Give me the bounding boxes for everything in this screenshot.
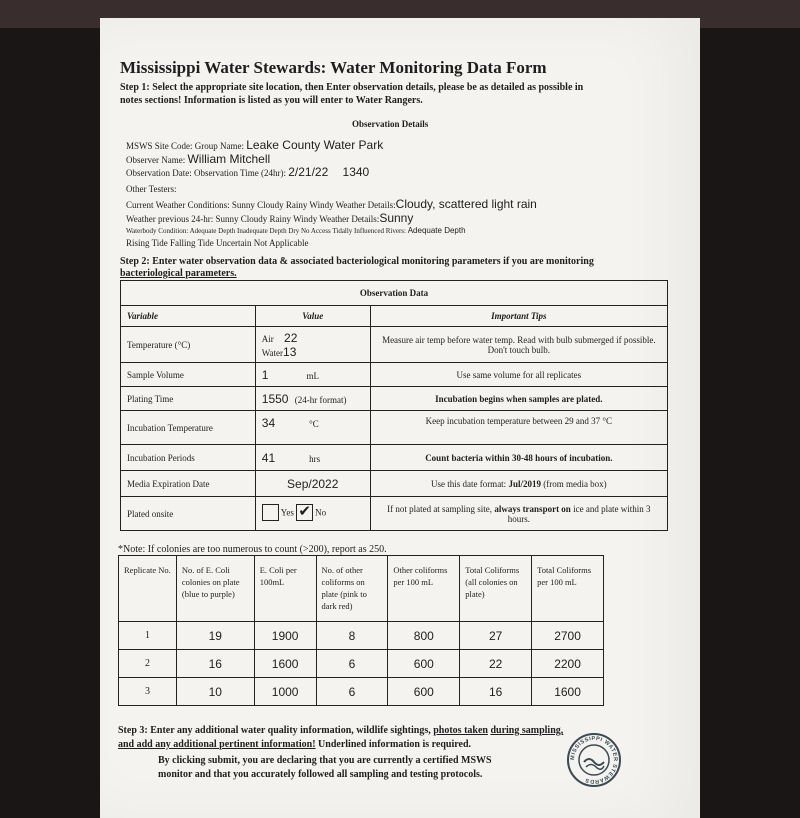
header-total-coliforms-per-100ml: Total Coliforms per 100 mL [532,556,604,622]
media-expiration-tip-prefix: Use this date format: [430,478,507,489]
replicate-number: 1 [119,622,177,650]
seal-text: MISSISSIPPI WATER STEWARDS [569,735,619,785]
sample-volume-unit: mL [306,370,319,381]
observation-column-headers [121,306,668,327]
step2-line2: bacteriological parameters. [120,268,237,279]
incubation-temperature-row [121,411,668,445]
temperature-row [121,327,668,363]
ecoli-colonies-cell[interactable]: 10 [176,678,254,706]
temperature-tip: Measure air temp before water temp. Read with bulb submerged if possible. Don't touch bulb. [370,327,667,363]
date-label: Observation Date: Observation Time (24hr): [126,168,286,178]
total-coliforms-cell[interactable]: 22 [460,650,532,678]
other-testers-label: Other Testers: [126,184,177,194]
bacteria-header-row [119,556,604,622]
observation-data-table [120,280,668,531]
media-expiration-label: Media Expiration Date [121,471,256,497]
colony-count-note: *Note: If colonies are too numerous to count (>200), report as 250. [118,544,387,555]
current-weather-label: Current Weather Conditions: Sunny Cloudy Rainy Windy Weather Details: [126,200,396,210]
media-expiration-row [121,471,668,497]
total-coliforms-per-100ml-cell[interactable]: 1600 [532,678,604,706]
column-variable: Variable [121,306,256,327]
group-name-row [126,138,383,152]
sample-volume-tip: Use same volume for all replicates [370,363,667,387]
time-value[interactable]: 1340 [342,165,370,179]
water-temp-value[interactable]: 13 [283,344,297,359]
observer-name-value[interactable]: William Mitchell [187,152,271,166]
plating-time-tip: Incubation begins when samples are plated. [370,387,667,411]
plated-onsite-label: Plated onsite [121,497,256,531]
header-total-coliforms: Total Coliforms (all colonies on plate) [460,556,532,622]
media-expiration-tip-example: Jul/2019 [508,478,541,489]
header-ecoli-per-100ml: E. Coli per 100mL [254,556,316,622]
incubation-temp-unit: °C [309,419,319,429]
plating-time-row [121,387,668,411]
no-label: No [315,507,327,518]
column-tips: Important Tips [370,306,667,327]
sample-volume-row [121,363,668,387]
other-coliforms-cell[interactable]: 6 [316,678,388,706]
other-coliforms-per-100ml-cell[interactable]: 600 [388,678,460,706]
declaration-line1: By clicking submit, you are declaring that you are currently a certified MSWS [158,755,492,766]
incubation-temp-tip: Keep incubation temperature between 29 and 37 °C [370,411,667,445]
current-weather-row [126,197,537,211]
step3-instructions [118,724,563,752]
plated-onsite-tip-bold: always transport on [494,503,571,514]
incubation-period-label: Incubation Periods [121,445,256,471]
header-replicate: Replicate No. [119,556,177,622]
plated-onsite-tip-suffix: ice and plate within 3 hours. [507,503,651,524]
group-name-value[interactable]: Leake County Water Park [246,138,384,152]
temperature-values [255,327,370,363]
step3-photos: photos taken [433,725,488,736]
form-title: Mississippi Water Stewards: Water Monitoring Data Form [120,58,547,77]
incubation-temp-label: Incubation Temperature [121,411,256,445]
observation-data-title: Observation Data [121,281,668,306]
data-form-page [100,18,700,818]
ecoli-per-100ml-cell[interactable]: 1600 [254,650,316,678]
sample-volume-label: Sample Volume [121,363,256,387]
date-value[interactable]: 2/21/22 [288,165,329,179]
waterbody-row [126,226,466,235]
declaration [158,754,492,782]
total-coliforms-cell[interactable]: 27 [460,622,532,650]
media-expiration-value[interactable]: Sep/2022 [287,476,339,491]
plated-onsite-row [121,497,668,531]
step3-during: during sampling, [490,725,564,736]
yes-checkbox[interactable] [262,504,279,521]
previous-weather-row [126,211,413,225]
incubation-period-row [121,445,668,471]
svg-text:MISSISSIPPI WATER STEWARDS [570,736,618,784]
air-temp-value[interactable]: 22 [284,330,298,345]
replicate-number: 3 [119,678,177,706]
ecoli-colonies-cell[interactable]: 19 [176,622,254,650]
previous-weather-details[interactable]: Sunny [379,211,414,225]
temperature-label: Temperature (°C) [121,327,256,363]
total-coliforms-cell[interactable]: 16 [460,678,532,706]
step2-instructions [120,256,594,280]
step2-line1: Step 2: Enter water observation data & associated bacteriological monitoring parameters if you are monitoring [120,256,594,267]
incubation-temp-value[interactable]: 34 [261,416,276,430]
media-expiration-tip-suffix: (from media box) [543,478,607,489]
declaration-line2: monitor and that you accurately followed all sampling and testing protocols. [158,769,483,780]
other-coliforms-cell[interactable]: 8 [316,622,388,650]
media-expiration-tip [370,471,667,497]
sample-volume-value[interactable]: 1 [261,367,269,382]
tide-label: Rising Tide Falling Tide Uncertain Not Applicable [126,238,309,248]
msws-logo-seal [566,732,622,788]
step3-required: and add any additional pertinent information! [118,739,316,750]
plating-time-unit: (24-hr format) [294,394,347,405]
plating-time-label: Plating Time [121,387,256,411]
step3-rest: Underlined information is required. [318,739,472,750]
ecoli-per-100ml-cell[interactable]: 1000 [254,678,316,706]
other-coliforms-cell[interactable]: 6 [316,650,388,678]
site-code-label: MSWS Site Code: Group Name: [126,141,244,151]
ecoli-per-100ml-cell[interactable]: 1900 [254,622,316,650]
air-label: Air [261,333,274,344]
plating-time-value[interactable]: 1550 [261,391,289,406]
step1-instructions [120,81,583,107]
water-label: Water [261,347,284,358]
total-coliforms-per-100ml-cell[interactable]: 2200 [532,650,604,678]
yes-label: Yes [280,507,294,518]
incubation-period-unit: hrs [309,453,321,464]
table-row [119,622,604,650]
header-other-coliforms-per-100ml: Other coliforms per 100 mL [388,556,460,622]
waterbody-label: Waterbody Condition: Adequate Depth Inadequate Depth Dry No Access Tidally Influenced Rivers: [126,227,406,235]
observer-row [126,152,270,166]
table-row [119,678,604,706]
total-coliforms-per-100ml-cell[interactable]: 2700 [532,622,604,650]
observer-label: Observer Name: [126,155,186,165]
current-weather-details[interactable]: Cloudy, scattered light rain [395,197,537,211]
observation-details-heading: Observation Details [352,119,429,129]
step3-prefix: Step 3: Enter any additional water quality information, wildlife sightings, [118,725,431,736]
table-row [119,650,604,678]
plated-onsite-tip-prefix: If not plated at sampling site, [387,503,493,514]
other-coliforms-per-100ml-cell[interactable]: 600 [388,650,460,678]
waterbody-value[interactable]: Adequate Depth [407,226,466,235]
plated-onsite-tip [370,497,667,531]
bacteria-table [118,555,604,706]
step1-line2: notes sections! Information is listed as you will enter to Water Rangers. [120,95,423,106]
column-value: Value [255,306,370,327]
step1-line1: Step 1: Select the appropriate site location, then Enter observation details, please be as detailed as possible in [120,82,584,93]
other-coliforms-per-100ml-cell[interactable]: 800 [388,622,460,650]
no-checkbox-checked[interactable]: ✔ [296,504,313,521]
ecoli-colonies-cell[interactable]: 16 [176,650,254,678]
incubation-period-value[interactable]: 41 [261,450,276,465]
header-other-coliforms: No. of other coliforms on plate (pink to dark red) [316,556,388,622]
date-time-row [126,165,369,179]
incubation-period-tip: Count bacteria within 30-48 hours of incubation. [370,445,667,471]
replicate-number: 2 [119,650,177,678]
header-ecoli-colonies: No. of E. Coli colonies on plate (blue to purple) [176,556,254,622]
previous-weather-label: Weather previous 24-hr: Sunny Cloudy Rainy Windy Weather Details: [126,214,380,224]
